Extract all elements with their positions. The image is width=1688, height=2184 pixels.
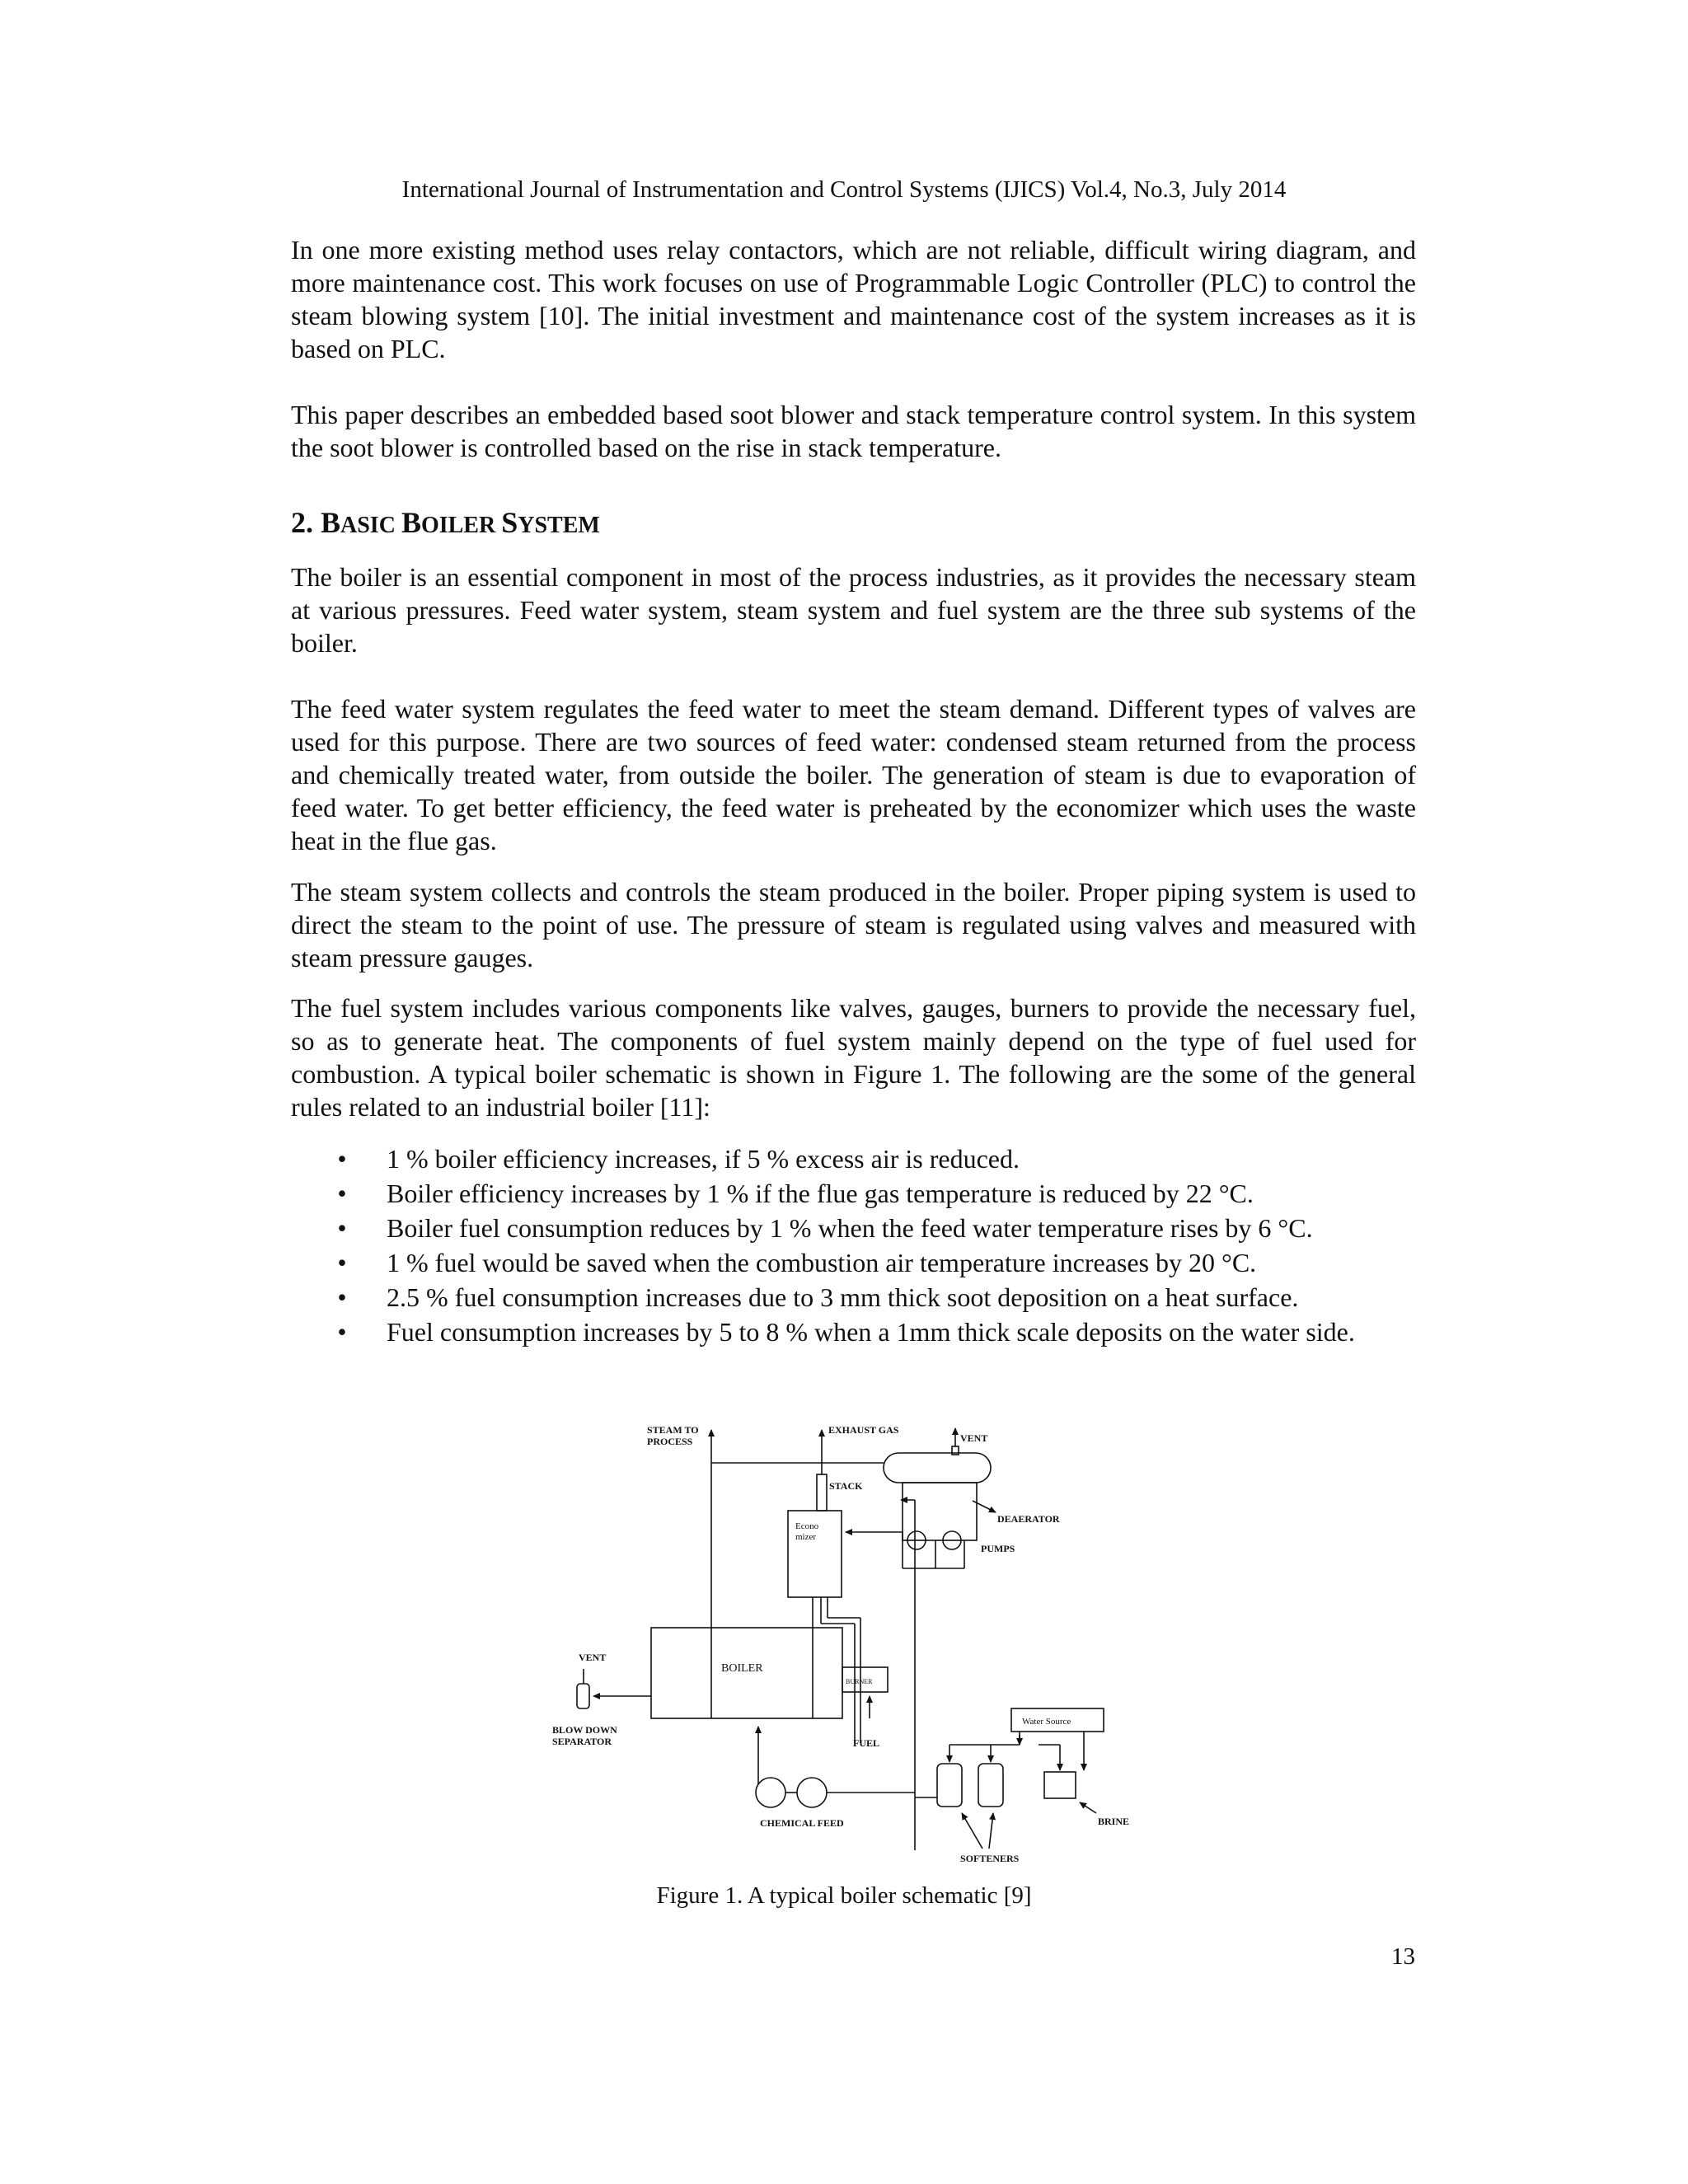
chemical-feed-pump	[797, 1778, 827, 1807]
label-chemical-feed: CHEMICAL FEED	[760, 1817, 844, 1829]
softener-tank	[978, 1764, 1003, 1807]
label-blow-down: BLOW DOWN	[552, 1724, 617, 1736]
stack	[817, 1474, 827, 1511]
list-item: • Boiler efficiency increases by 1 % if the flue gas temperature is reduced by 22 °C.	[337, 1179, 1254, 1208]
page-number: 13	[1391, 1943, 1415, 1970]
list-item: • Boiler fuel consumption reduces by 1 % when the feed water temperature rises by 6 °C.	[337, 1213, 1313, 1243]
label-mizer: mizer	[795, 1532, 817, 1542]
label-vent-top: VENT	[960, 1432, 988, 1444]
label-steam-to: STEAM TO	[647, 1424, 699, 1436]
deaerator	[884, 1453, 991, 1483]
section-number: 2.	[291, 506, 313, 539]
label-vent-left: VENT	[579, 1652, 607, 1663]
label-process: PROCESS	[647, 1436, 693, 1447]
boiler-rules-list	[334, 1141, 1416, 1349]
boiler-schematic-diagram	[544, 1422, 1154, 1875]
label-pumps: PUMPS	[981, 1543, 1015, 1554]
label-stack: STACK	[829, 1480, 863, 1492]
list-item: • Fuel consumption increases by 5 to 8 % when a 1mm thick scale deposits on the water side.	[337, 1317, 1355, 1347]
label-water-source: Water Source	[1022, 1717, 1071, 1727]
section-heading	[291, 504, 600, 544]
intro-paragraph-1: In one more existing method uses relay contactors, which are not reliable, difficult wiring diagram, and more maintenance cost. This work focuses on use of Programmable Logic Controller (PLC) to control the steam blowing system [10]. The initial investment and maintenance cost of the system increases as it is based on PLC.	[291, 235, 1416, 363]
list-item: • 2.5 % fuel consumption increases due to 3 mm thick soot deposition on a heat surface.	[337, 1282, 1299, 1312]
label-separator: SEPARATOR	[552, 1736, 612, 1747]
label-burner: BURNER	[846, 1678, 873, 1685]
section-paragraph-3: The steam system collects and controls the steam produced in the boiler. Proper piping system is used to direct the steam to the point of use. The pressure of steam is regulated using valves and measured with steam pressure gauges.	[291, 877, 1416, 972]
blow-down-separator	[577, 1684, 589, 1708]
label-boiler: BOILER	[721, 1662, 763, 1675]
label-brine: BRINE	[1098, 1816, 1130, 1827]
label-econo: Econo	[795, 1521, 819, 1531]
section-title: BASIC BOILER SYSTEM	[321, 506, 600, 539]
section-paragraph-1: The boiler is an essential component in most of the process industries, as it provides the necessary steam at various pressures. Feed water system, steam system and fuel system are the three sub systems of the boiler.	[291, 562, 1416, 658]
label-deaerator: DEAERATOR	[997, 1513, 1060, 1525]
list-item: • 1 % boiler efficiency increases, if 5 % excess air is reduced.	[337, 1144, 1020, 1174]
running-header: International Journal of Instrumentation and Control Systems (IJICS) Vol.4, No.3, July 2014	[401, 176, 1287, 203]
softener-tank	[937, 1764, 962, 1807]
boiler-schematic-figure	[544, 1422, 1154, 1875]
label-softeners: SOFTENERS	[960, 1853, 1020, 1864]
label-exhaust-gas: EXHAUST GAS	[828, 1424, 899, 1436]
section-paragraph-4: The fuel system includes various components like valves, gauges, burners to provide the necessary fuel, so as to generate heat. The components of fuel system mainly depend on the type of fuel used for combustion. A typical boiler schematic is shown in Figure 1. The following are the some of the general rules related to an industrial boiler [11]:	[291, 993, 1416, 1122]
brine-tank	[1044, 1772, 1076, 1798]
figure-caption: Figure 1. A typical boiler schematic [9]	[656, 1882, 1032, 1909]
label-fuel: FUEL	[853, 1737, 880, 1749]
chemical-feed-pump	[756, 1778, 785, 1807]
section-paragraph-2: The feed water system regulates the feed water to meet the steam demand. Different types of valves are used for this purpose. There are two sources of feed water: condensed steam returned from the process and chemically treated water, from outside the boiler. The generation of steam is due to evaporation of feed water. To get better efficiency, the feed water is preheated by the economizer which uses the waste heat in the flue gas.	[291, 694, 1416, 855]
intro-paragraph-2: This paper describes an embedded based soot blower and stack temperature control system. In this system the soot blower is controlled based on the rise in stack temperature.	[291, 400, 1416, 462]
list-item: • 1 % fuel would be saved when the combustion air temperature increases by 20 °C.	[337, 1248, 1257, 1277]
